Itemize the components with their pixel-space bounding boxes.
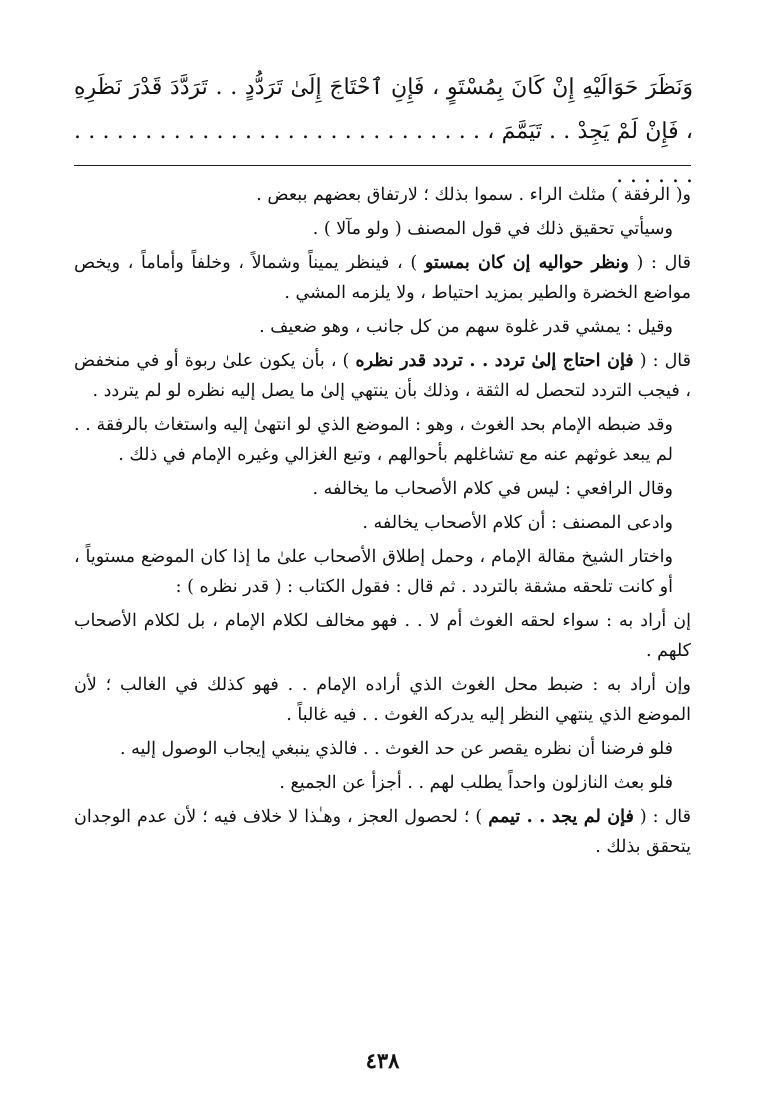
commentary-paragraph: إن أراد به : سواء لحقه الغوث أم لا . . فهو مخالف لكلام الإمام ، بل لكلام الأصحاب كلهم . [74, 611, 691, 661]
commentary-paragraph: وإن أراد به : ضبط محل الغوث الذي أراده الإمام . . فهو كذلك في الغالب ؛ لأن الموضع الذي ينتهي النظر إليه يدركه الغوث . . فيه غالباً . [74, 675, 691, 725]
commentary-paragraph: فلو بعث النازلون واحداً يطلب لهم . . أجزأ عن الجميع . [279, 773, 673, 793]
commentary-paragraph [74, 802, 691, 862]
quoted-matn: فإن لم يجد . . تيمم [488, 807, 634, 827]
quote-open: قال : ( [633, 351, 691, 371]
commentary-paragraph: واختار الشيخ مقالة الإمام ، وحمل إطلاق الأصحاب علىٰ ما إذا كان الموضع مستوياً ، أو كانت تلحقه مشقة بالتردد . ثم قال : فقول الكتاب : ( قدر نظره ) : [74, 547, 673, 597]
quote-close: ) ، بأن يكون علىٰ ربوة أو في منخفض ، فيجب التردد لتحصل له الثقة ، وذلك بأن ينتهي إلىٰ ما يصل إليه نظره لو لم يتردد . [74, 351, 691, 401]
quote-close: ) ، فينظر يميناً وشمالاً ، وخلفاً وأماماً ، ويخص مواضع الخضرة والطير بمزيد احتياط ، ولا يلزمه المشي . [74, 253, 691, 303]
commentary-paragraph: وقد ضبطه الإمام بحد الغوث ، وهو : الموضع الذي لو انتهىٰ إليه واستغاث بالرفقة . . لم يبعد غوثهم عنه مع تشاغلهم بأحوالهم ، وتبع الغزالي وغيره الإمام في ذلك . [74, 415, 673, 465]
commentary-paragraph: وسيأتي تحقيق ذلك في قول المصنف ( ولو مآلا ) . [312, 219, 673, 239]
quote-close: ) ؛ لحصول العجز ، وهـٰذا لا خلاف فيه ؛ لأن عدم الوجدان يتحقق بذلك . [74, 807, 691, 857]
quoted-matn: فإن احتاج إلىٰ تردد . . تردد قدر نظره [355, 351, 634, 371]
matn-text-block [74, 66, 693, 198]
commentary-paragraph: وادعى المصنف : أن كلام الأصحاب يخالفه . [362, 513, 673, 533]
matn-text: وَنَظَرَ حَوَالَيْهِ إِنْ كَانَ بِمُسْتَوٍ ، فَإِنِ ٱحْتَاجَ إِلَىٰ تَرَدُّدٍ . . تَرَدَّدَ قَدْرَ نَظَرِهِ ، فَإِنْ لَمْ يَجِدْ . . تَيَمَّمَ ، . . . . . . . . . . . . . . . . . . . . . . . . . . . . . . . . . . . [74, 75, 693, 188]
commentary-paragraph [74, 248, 691, 308]
commentary-paragraph: وقيل : يمشي قدر غلوة سهم من كل جانب ، وهو ضعيف . [259, 317, 673, 337]
commentary-block [74, 180, 691, 866]
quoted-matn: ونظر حواليه إن كان بمستو [424, 253, 629, 273]
separator-line [74, 165, 691, 166]
commentary-paragraph: و( الرفقة ) مثلث الراء . سموا بذلك ؛ لارتفاق بعضهم ببعض . [256, 185, 691, 205]
commentary-paragraph: وقال الرافعي : ليس في كلام الأصحاب ما يخالفه . [312, 479, 673, 499]
quote-open: قال : ( [633, 807, 691, 827]
commentary-paragraph: فلو فرضنا أن نظره يقصر عن حد الغوث . . فالذي ينبغي إيجاب الوصول إليه . [120, 739, 673, 759]
page-number: ٤٣٨ [365, 1048, 400, 1073]
commentary-paragraph [74, 346, 691, 406]
quote-open: قال : ( [628, 253, 692, 273]
